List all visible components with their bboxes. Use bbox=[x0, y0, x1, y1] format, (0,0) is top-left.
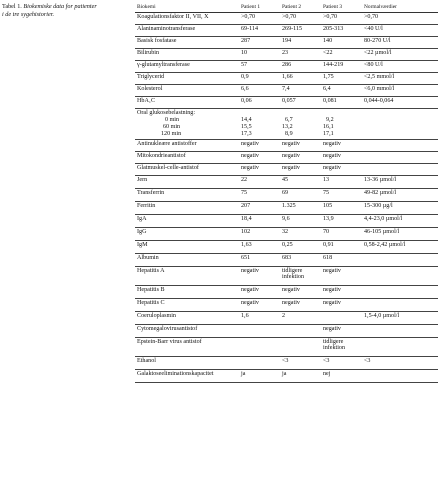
patient-3-value: 140 bbox=[321, 37, 362, 49]
normal-value bbox=[362, 299, 438, 312]
row-label: Glatmuskel-celle-antistof bbox=[135, 164, 239, 176]
patient-3-value: negativ bbox=[321, 267, 362, 286]
normal-value bbox=[362, 254, 438, 267]
patient-2-value: 286 bbox=[280, 61, 321, 73]
patient-1-value: negativ bbox=[239, 164, 280, 176]
ogtt-p1-120: 17,3 bbox=[241, 131, 252, 137]
patient-2-value: >0,70 bbox=[280, 13, 321, 25]
patient-3-value: nej bbox=[321, 370, 362, 383]
patient-2-value: 2 bbox=[280, 312, 321, 325]
table-row-ogtt bbox=[135, 109, 438, 140]
table-body-upper bbox=[135, 13, 438, 109]
row-label: Hepatitis C bbox=[135, 299, 239, 312]
patient-1-value: 1,6 bbox=[239, 312, 280, 325]
patient-2-value bbox=[280, 325, 321, 338]
caption-text: Biokemiske data for patienter i de tre sygehistorier. bbox=[2, 3, 97, 18]
patient-3-value: 6,4 bbox=[321, 85, 362, 97]
patient-2-value: negativ bbox=[280, 286, 321, 299]
patient-1-value: negativ bbox=[239, 299, 280, 312]
patient-3-value: negativ bbox=[321, 286, 362, 299]
row-label: Mitokondrieantistof bbox=[135, 152, 239, 164]
patient-1-value: negativ bbox=[239, 267, 280, 286]
ogtt-time-60: 60 min bbox=[163, 124, 181, 130]
ogtt-p2-0: 6,7 bbox=[285, 117, 293, 123]
row-label: IgM bbox=[135, 241, 239, 254]
patient-1-value: 22 bbox=[239, 176, 280, 189]
patient-3-value: negativ bbox=[321, 152, 362, 164]
table-body-lower bbox=[135, 140, 438, 383]
patient-1-value: 287 bbox=[239, 37, 280, 49]
row-label: Bilirubin bbox=[135, 49, 239, 61]
ogtt-label-cell bbox=[135, 109, 239, 140]
biochemistry-table bbox=[135, 3, 438, 383]
patient-1-value: 57 bbox=[239, 61, 280, 73]
patient-2-value: 23 bbox=[280, 49, 321, 61]
patient-1-value: 10 bbox=[239, 49, 280, 61]
patient-3-value: 1,75 bbox=[321, 73, 362, 85]
table-row bbox=[135, 13, 438, 25]
table-row bbox=[135, 241, 438, 254]
table-row bbox=[135, 267, 438, 286]
normal-value: 49-82 µmol/l bbox=[362, 189, 438, 202]
patient-3-value: 13,9 bbox=[321, 215, 362, 228]
ogtt-label: Oral glukosebelastning: bbox=[137, 110, 196, 116]
patient-1-value: 1,63 bbox=[239, 241, 280, 254]
patient-2-value: 7,4 bbox=[280, 85, 321, 97]
patient-1-value: 18,4 bbox=[239, 215, 280, 228]
patient-1-value: 69-114 bbox=[239, 25, 280, 37]
patient-1-value: 207 bbox=[239, 202, 280, 215]
normal-value: <3 bbox=[362, 357, 438, 370]
ogtt-patient-2 bbox=[280, 109, 321, 140]
header-parameter: Biokemi bbox=[135, 3, 239, 13]
normal-value bbox=[362, 267, 438, 286]
patient-2-value: ja bbox=[280, 370, 321, 383]
patient-1-value bbox=[239, 325, 280, 338]
patient-3-value: negativ bbox=[321, 325, 362, 338]
row-label: Ethanol bbox=[135, 357, 239, 370]
patient-1-value bbox=[239, 338, 280, 357]
table-row bbox=[135, 152, 438, 164]
patient-1-value: negativ bbox=[239, 152, 280, 164]
row-label: Antinukleære antistoffer bbox=[135, 140, 239, 152]
table-row bbox=[135, 176, 438, 189]
normal-value: 0,044-0,064 bbox=[362, 97, 438, 109]
patient-2-value: 0,25 bbox=[280, 241, 321, 254]
normal-value: >0,70 bbox=[362, 13, 438, 25]
patient-1-value: negativ bbox=[239, 140, 280, 152]
patient-2-value: 683 bbox=[280, 254, 321, 267]
patient-3-value bbox=[321, 312, 362, 325]
ogtt-p2-120: 8,9 bbox=[285, 131, 293, 137]
patient-3-value: negativ bbox=[321, 164, 362, 176]
ogtt-p2-60: 13,2 bbox=[282, 124, 293, 130]
normal-value: 4,4-23,0 µmol/l bbox=[362, 215, 438, 228]
normal-value: <40 U/l bbox=[362, 25, 438, 37]
patient-3-value: <3 bbox=[321, 357, 362, 370]
row-label: Epstein-Barr virus antistof bbox=[135, 338, 239, 357]
patient-3-value: tidligere infektion bbox=[321, 338, 362, 357]
normal-value bbox=[362, 152, 438, 164]
patient-2-value: negativ bbox=[280, 140, 321, 152]
row-label: Koagulationsfaktor II, VII, X bbox=[135, 13, 239, 25]
ogtt-normal bbox=[362, 109, 438, 140]
patient-2-value: tidligere infektion bbox=[280, 267, 321, 286]
patient-3-value: 205-313 bbox=[321, 25, 362, 37]
row-label: Albumin bbox=[135, 254, 239, 267]
row-label: IgA bbox=[135, 215, 239, 228]
row-label: Galaktoseeliminationskapacitet bbox=[135, 370, 239, 383]
table-row bbox=[135, 49, 438, 61]
table-row bbox=[135, 338, 438, 357]
patient-1-value: 0,9 bbox=[239, 73, 280, 85]
patient-2-value: 69 bbox=[280, 189, 321, 202]
row-label: Jern bbox=[135, 176, 239, 189]
row-label: Transferrin bbox=[135, 189, 239, 202]
header-normal-values: Normalværdier bbox=[362, 3, 438, 13]
patient-1-value: 651 bbox=[239, 254, 280, 267]
normal-value bbox=[362, 286, 438, 299]
patient-3-value: 0,91 bbox=[321, 241, 362, 254]
table-row bbox=[135, 312, 438, 325]
patient-1-value: >0,70 bbox=[239, 13, 280, 25]
row-label: HbA₁C bbox=[135, 97, 239, 109]
normal-value bbox=[362, 140, 438, 152]
ogtt-patient-1 bbox=[239, 109, 280, 140]
normal-value: <2,5 mmol/l bbox=[362, 73, 438, 85]
normal-value: 1,5-4,0 µmol/l bbox=[362, 312, 438, 325]
row-label: γ-glutamyltransferase bbox=[135, 61, 239, 73]
patient-2-value: 45 bbox=[280, 176, 321, 189]
patient-2-value: 1.325 bbox=[280, 202, 321, 215]
ogtt-p1-0: 14,4 bbox=[241, 117, 252, 123]
ogtt-p3-60: 16,1 bbox=[323, 124, 334, 130]
normal-value bbox=[362, 325, 438, 338]
row-label: IgG bbox=[135, 228, 239, 241]
patient-1-value: 75 bbox=[239, 189, 280, 202]
header-patient-3: Patient 3 bbox=[321, 3, 362, 13]
table-row bbox=[135, 97, 438, 109]
table-row bbox=[135, 202, 438, 215]
table-header-row bbox=[135, 3, 438, 13]
row-label: Hepatitis B bbox=[135, 286, 239, 299]
normal-value: <6,0 mmol/l bbox=[362, 85, 438, 97]
table-row bbox=[135, 286, 438, 299]
normal-value bbox=[362, 370, 438, 383]
row-label: Ferritin bbox=[135, 202, 239, 215]
patient-1-value: 102 bbox=[239, 228, 280, 241]
normal-value: 80-270 U/l bbox=[362, 37, 438, 49]
patient-1-value: negativ bbox=[239, 286, 280, 299]
patient-3-value: 70 bbox=[321, 228, 362, 241]
patient-2-value: <3 bbox=[280, 357, 321, 370]
row-label: Kolesterol bbox=[135, 85, 239, 97]
ogtt-p1-60: 15,5 bbox=[241, 124, 252, 130]
patient-3-value: 105 bbox=[321, 202, 362, 215]
table-row bbox=[135, 299, 438, 312]
table-row bbox=[135, 85, 438, 97]
patient-2-value: 269-115 bbox=[280, 25, 321, 37]
patient-3-value: 144-219 bbox=[321, 61, 362, 73]
table-row bbox=[135, 254, 438, 267]
patient-2-value: 1,66 bbox=[280, 73, 321, 85]
normal-value bbox=[362, 164, 438, 176]
normal-value: 46-105 µmol/l bbox=[362, 228, 438, 241]
patient-3-value: <22 bbox=[321, 49, 362, 61]
row-label: Hepatitis A bbox=[135, 267, 239, 286]
table-caption bbox=[2, 3, 97, 18]
row-label: Cytomegalovirusantistof bbox=[135, 325, 239, 338]
patient-1-value: 6,6 bbox=[239, 85, 280, 97]
normal-value: 0,58-2,42 µmol/l bbox=[362, 241, 438, 254]
ogtt-p3-0: 9,2 bbox=[326, 117, 334, 123]
header-patient-1: Patient 1 bbox=[239, 3, 280, 13]
row-label: Alaninaminotransferase bbox=[135, 25, 239, 37]
patient-2-value: 0,057 bbox=[280, 97, 321, 109]
table-row bbox=[135, 357, 438, 370]
patient-2-value: 194 bbox=[280, 37, 321, 49]
table-row bbox=[135, 140, 438, 152]
table-row bbox=[135, 189, 438, 202]
table-row bbox=[135, 73, 438, 85]
table-row bbox=[135, 37, 438, 49]
patient-3-value: >0,70 bbox=[321, 13, 362, 25]
ogtt-p3-120: 17,1 bbox=[323, 131, 334, 137]
table-row bbox=[135, 215, 438, 228]
patient-3-value: negativ bbox=[321, 140, 362, 152]
table-row bbox=[135, 61, 438, 73]
patient-3-value: negativ bbox=[321, 299, 362, 312]
normal-value: 13-36 µmol/l bbox=[362, 176, 438, 189]
patient-3-value: 13 bbox=[321, 176, 362, 189]
normal-value: <22 µmol/l bbox=[362, 49, 438, 61]
patient-2-value: negativ bbox=[280, 164, 321, 176]
ogtt-time-0: 0 min bbox=[165, 117, 180, 123]
row-label: Triglycerid bbox=[135, 73, 239, 85]
patient-2-value: negativ bbox=[280, 299, 321, 312]
table-row bbox=[135, 25, 438, 37]
patient-2-value: negativ bbox=[280, 152, 321, 164]
ogtt-time-120: 120 min bbox=[161, 131, 182, 137]
normal-value: <80 U/l bbox=[362, 61, 438, 73]
table-row bbox=[135, 164, 438, 176]
patient-3-value: 0,081 bbox=[321, 97, 362, 109]
ogtt-patient-3 bbox=[321, 109, 362, 140]
table-row bbox=[135, 228, 438, 241]
patient-3-value: 75 bbox=[321, 189, 362, 202]
table-row bbox=[135, 325, 438, 338]
caption-lead: Tabel 1. bbox=[2, 3, 22, 10]
patient-2-value: 32 bbox=[280, 228, 321, 241]
patient-1-value: 0,06 bbox=[239, 97, 280, 109]
ogtt-block bbox=[135, 109, 438, 140]
normal-value: 15-300 µg/l bbox=[362, 202, 438, 215]
patient-3-value: 618 bbox=[321, 254, 362, 267]
normal-value bbox=[362, 338, 438, 357]
table-row bbox=[135, 370, 438, 383]
patient-1-value bbox=[239, 357, 280, 370]
patient-1-value: ja bbox=[239, 370, 280, 383]
patient-2-value: 9,6 bbox=[280, 215, 321, 228]
row-label: Basisk fosfatase bbox=[135, 37, 239, 49]
patient-2-value bbox=[280, 338, 321, 357]
row-label: Coeruloplasmin bbox=[135, 312, 239, 325]
header-patient-2: Patient 2 bbox=[280, 3, 321, 13]
